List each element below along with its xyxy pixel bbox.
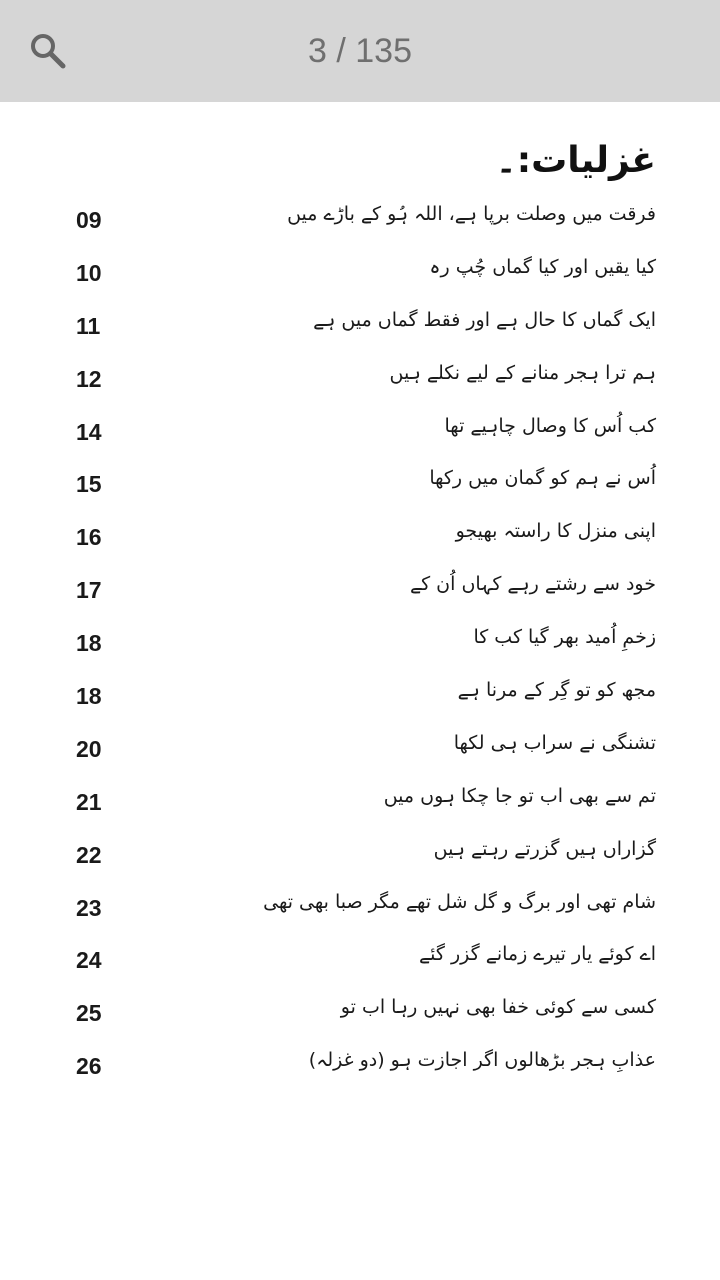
- toc-entry-page-number: 18: [76, 630, 102, 657]
- toc-entry-page-number: 25: [76, 1000, 102, 1027]
- toc-entry-title: عذابِ ہجر بڑھالوں اگر اجازت ہو (دو غزلہ): [308, 1049, 656, 1072]
- toc-entry-title: تشنگی نے سراب ہی لکھا: [453, 731, 656, 754]
- toc-entry[interactable]: [0, 356, 720, 409]
- toc-entry-title: کب اُس کا وصال چاہیے تھا: [444, 414, 656, 437]
- toc-entry[interactable]: [0, 461, 720, 514]
- top-toolbar: [0, 0, 720, 102]
- toc-entry[interactable]: [0, 779, 720, 832]
- toc-entry[interactable]: [0, 567, 720, 620]
- page-indicator: 3 / 135: [308, 32, 412, 70]
- toc-entry[interactable]: [0, 620, 720, 673]
- toc-entry[interactable]: [0, 673, 720, 726]
- toc-entry-title: گزاراں ہیں گزرتے رہتے ہیں: [433, 837, 656, 860]
- toc-entry-page-number: 14: [76, 418, 102, 445]
- document-page[interactable]: [0, 102, 720, 1280]
- toc-entry-page-number: 22: [76, 841, 102, 868]
- toc-entry[interactable]: [0, 990, 720, 1043]
- toc-entry-title: ہم ترا ہجر منانے کے لیے نکلے ہیں: [389, 361, 656, 384]
- toc-entry-title: کسی سے کوئی خفا بھی نہیں رہا اب تو: [340, 996, 656, 1019]
- toc-entry-page-number: 26: [76, 1053, 102, 1080]
- toc-entry[interactable]: [0, 303, 720, 356]
- toc-entry-page-number: 17: [76, 577, 102, 604]
- toc-entry-page-number: 24: [76, 947, 102, 974]
- toc-entry[interactable]: [0, 1043, 720, 1096]
- toc-entry-title: زخمِ اُمید بھر گیا کب کا: [473, 626, 656, 649]
- toc-entry[interactable]: [0, 514, 720, 567]
- toc-entry-page-number: 16: [76, 524, 102, 551]
- toc-entry-title: اے کوئے یار تیرے زمانے گزر گئے: [419, 943, 656, 966]
- toc-entry-title: مجھ کو تو گِر کے مرنا ہے: [457, 679, 656, 702]
- toc-entry-page-number: 12: [76, 365, 102, 392]
- toc-entry-title: کیا یقیں اور کیا گماں چُپ رہ: [429, 255, 656, 278]
- search-button[interactable]: [24, 27, 72, 75]
- toc-entry[interactable]: [0, 250, 720, 303]
- toc-entry-page-number: 11: [76, 312, 101, 339]
- table-of-contents: [0, 197, 720, 1096]
- toc-entry-title: تم سے بھی اب تو جا چکا ہوں میں: [383, 784, 656, 807]
- toc-entry-page-number: 23: [76, 894, 102, 921]
- toc-entry[interactable]: [0, 409, 720, 462]
- toc-entry-page-number: 21: [76, 788, 102, 815]
- section-title: غزلیات:۔: [495, 140, 656, 181]
- search-icon: [28, 31, 68, 71]
- toc-entry[interactable]: [0, 885, 720, 938]
- toc-entry-page-number: 20: [76, 735, 102, 762]
- toc-entry-title: فرقت میں وصلت برپا ہے، اللہ ہُو کے باڑے میں: [287, 203, 656, 225]
- toc-entry-title: اُس نے ہم کو گمان میں رکھا: [429, 467, 656, 490]
- toc-entry-title: شام تھی اور برگ و گل شل تھے مگر صبا بھی تھی: [263, 890, 656, 913]
- toc-entry-page-number: 18: [76, 683, 102, 710]
- toc-entry-page-number: 09: [76, 207, 102, 233]
- toc-entry-page-number: 10: [76, 259, 102, 286]
- toc-entry[interactable]: [0, 726, 720, 779]
- toc-entry-title: ایک گماں کا حال ہے اور فقط گماں میں ہے: [313, 308, 656, 331]
- toc-entry-title: خود سے رشتے رہے کہاں اُن کے: [409, 573, 656, 596]
- toc-entry-title: اپنی منزل کا راستہ بھیجو: [455, 520, 656, 543]
- toc-entry-page-number: 15: [76, 471, 102, 498]
- toc-entry[interactable]: [0, 197, 720, 250]
- toc-entry[interactable]: [0, 832, 720, 885]
- toc-entry[interactable]: [0, 937, 720, 990]
